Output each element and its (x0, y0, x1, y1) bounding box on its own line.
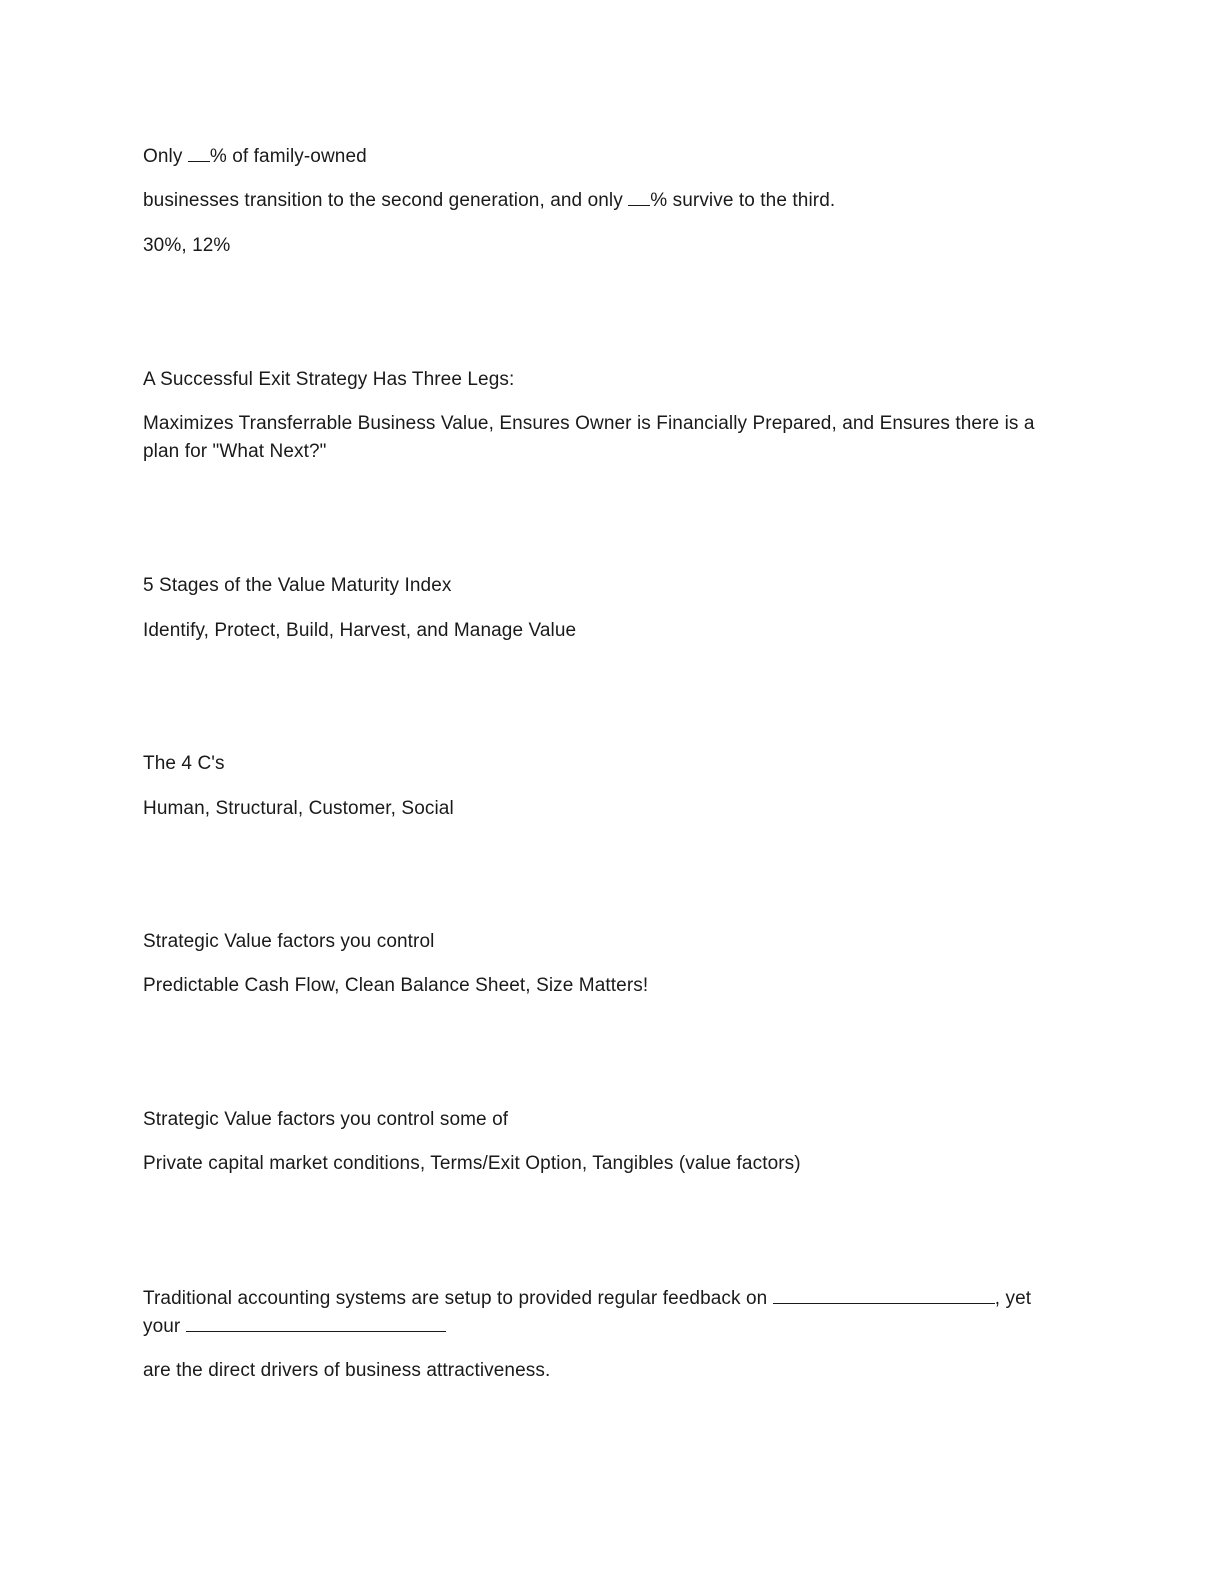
q2-prompt: A Successful Exit Strategy Has Three Legs: (143, 369, 515, 390)
q1-line2-text-end: % survive to the third. (650, 190, 836, 211)
q1-line1-text-end: % of family-owned (209, 146, 367, 167)
q1-line1 (143, 143, 367, 171)
q4-prompt: The 4 C's (143, 753, 225, 774)
fill-blank (186, 1313, 446, 1332)
q2-answer-line1: Maximizes Transferrable Business Value, Ensures Owner is Financially Prepared, and Ensures there is a (143, 413, 1035, 434)
fill-blank (773, 1285, 995, 1304)
q5-answer: Predictable Cash Flow, Clean Balance Sheet, Size Matters! (143, 975, 649, 996)
q7-line1 (143, 1285, 1031, 1313)
fill-blank (628, 187, 650, 206)
q4-answer: Human, Structural, Customer, Social (143, 798, 454, 819)
q3-prompt: 5 Stages of the Value Maturity Index (143, 575, 452, 596)
q3-answer: Identify, Protect, Build, Harvest, and Manage Value (143, 620, 577, 641)
q7-line2 (143, 1313, 446, 1341)
q6-prompt: Strategic Value factors you control some of (143, 1109, 509, 1130)
fill-blank (188, 143, 210, 162)
q2-answer-line2: plan for "What Next?" (143, 441, 327, 462)
q7-line1-text: Traditional accounting systems are setup to provided regular feedback on (143, 1288, 773, 1309)
q1-line2 (143, 187, 835, 215)
q1-answer: 30%, 12% (143, 235, 231, 256)
q7-line3: are the direct drivers of business attractiveness. (143, 1360, 551, 1381)
q1-line2-text: businesses transition to the second generation, and only (143, 190, 629, 211)
q1-line1-text: Only (143, 146, 188, 167)
q5-prompt: Strategic Value factors you control (143, 931, 435, 952)
q6-answer: Private capital market conditions, Terms/Exit Option, Tangibles (value factors) (143, 1153, 801, 1174)
q7-line1-text-end: , yet (994, 1288, 1032, 1309)
q7-line2-text: your (143, 1316, 186, 1337)
